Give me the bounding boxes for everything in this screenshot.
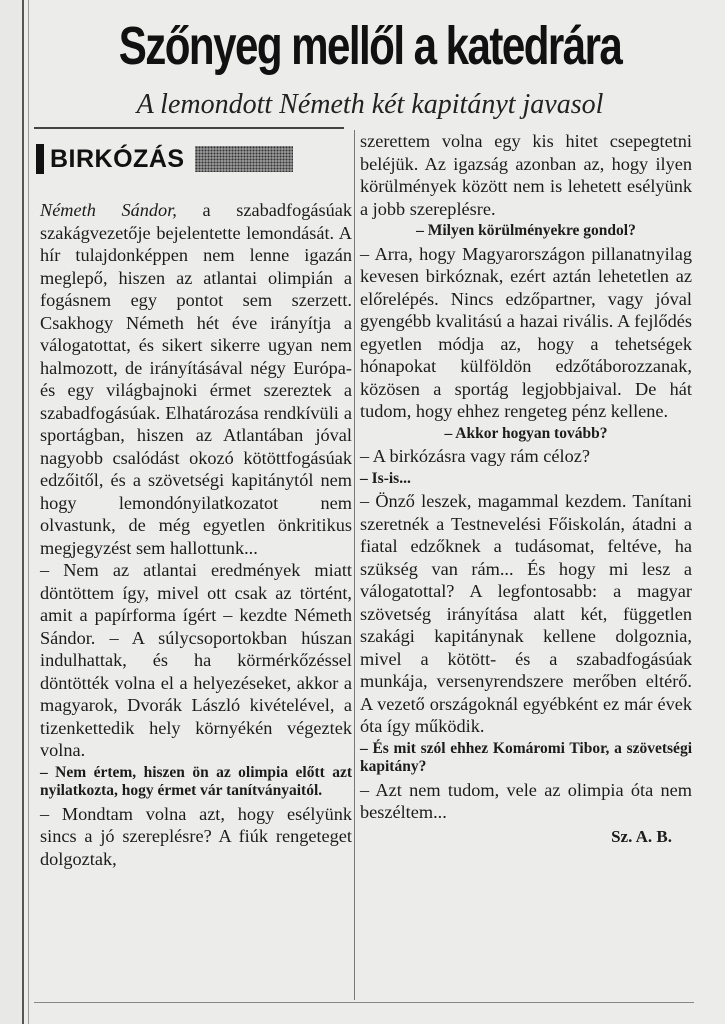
question: – Milyen körülményekre gondol? bbox=[416, 222, 636, 239]
answer-paragraph: – Azt nem tudom, vele az olimpia óta nem beszéltem... bbox=[360, 779, 692, 822]
question: – És mit szól ehhez Komáromi Tibor, a szövetségi kapitány? bbox=[360, 739, 692, 775]
left-column-rule-thin bbox=[28, 0, 29, 1024]
rubric-label: BIRKÓZÁS bbox=[50, 144, 185, 173]
article-column-1 bbox=[40, 199, 352, 870]
intro-name: Németh Sándor, bbox=[40, 200, 177, 220]
question: – Akkor hogyan tovább? bbox=[444, 424, 608, 442]
question: – Is-is... bbox=[360, 469, 411, 487]
halftone-block bbox=[195, 146, 293, 172]
rubric-bar bbox=[36, 144, 44, 174]
rubric-rule bbox=[34, 127, 344, 129]
bottom-rule bbox=[34, 1002, 694, 1003]
answer-paragraph: – Önző leszek, magammal kezdem. Tanítani szeretnék a Testnevelési Főiskolán, átadni a fiatal edzőknek a tudásomat, feltéve, ha szükség van rám... És hogy mi lesz a válogatottal? A legfontosabb: a magyar szövetség irányítása alatt két, független szakági kapitánynak kellene dolgoznia, mivel a kötött- és a szabadfogásúak munkája, versenyrendszere merőben eltérő. A vezető országoknál egyébként ez már évek óta így működik. bbox=[360, 491, 692, 736]
article-column-2 bbox=[360, 130, 692, 848]
intro-paragraph bbox=[40, 199, 352, 559]
author-signature: Sz. A. B. bbox=[611, 826, 672, 846]
answer-paragraph: – A birkózásra vagy rám céloz? bbox=[360, 446, 590, 466]
answer-paragraph: – Nem az atlantai eredmények miatt döntöttem így, mivel ott csak az történt, amit a papírforma ígért – kezdte Németh Sándor. – A súlycsoportokban húszan indulhattak, és ha körmérkőzéssel döntötték volna el a helyezéseket, akkor a magyarok, Dvorák László kivételével, a tizenkettedik hely környékén végeztek volna. bbox=[40, 560, 352, 760]
intro-text: a szabadfogásúak szakágvezetője bejelentette lemondását. A hír tulajdonképpen nem lenne igazán meglepő, hiszen az atlantai olimpián a fogásnem egy pontot sem szerzett. Csakhogy Németh hét éve irányítja a válogatottat, és sikert sikerre ugyan nem halmozott, de irányításával négy Európa- és egy világbajnoki érmet szereztek a szabadfogásúak. Elhatározása rendkívüli a sportágban, hiszen az Atlantában jóval nagyobb csalódást okozó kötöttfogásúak edzőitől, és a szövetségi kapitánytól nem hogy lemondónyilatkozatot nem olvastunk, de még egyetlen önkritikus megjegyzést sem hallottunk... bbox=[40, 200, 352, 558]
column-divider bbox=[354, 130, 355, 1000]
rubric bbox=[36, 143, 293, 175]
subheadline: A lemondott Németh két kapitányt javasol bbox=[136, 89, 604, 120]
answer-paragraph: – Mondtam volna azt, hogy esélyünk sincs a jó szereplésre? A fiúk rengeteget dolgoztak, bbox=[40, 803, 352, 869]
left-column-rule bbox=[22, 0, 24, 1024]
answer-paragraph: – Arra, hogy Magyarországon pillanatnyilag kevesen birkóznak, ezért aztán lehetetlen az előrelépés. Nincs edzőpartner, vagy jóval gyengébb kvalitású a hazai rivális. A fejlődés egyetlen módja az, hogy a tehetségek hónapokat külföldön edzőtáborozzanak, közösen a sportág legjobbjaival. De hát tudom, hogy ehhez rengeteg pénz kellene. bbox=[360, 243, 692, 421]
headline: Szőnyeg mellől a katedrára bbox=[118, 16, 622, 76]
question: – Nem értem, hiszen ön az olimpia előtt azt nyilatkozta, hogy érmet vár tanítványaitól. bbox=[40, 763, 352, 799]
answer-paragraph: szerettem volna egy kis hitet csepegtetni beléjük. Az igazság azonban az, hogy ilyen körülmények között nem is lehetett esélyünk a jobb szereplésre. bbox=[360, 131, 692, 219]
